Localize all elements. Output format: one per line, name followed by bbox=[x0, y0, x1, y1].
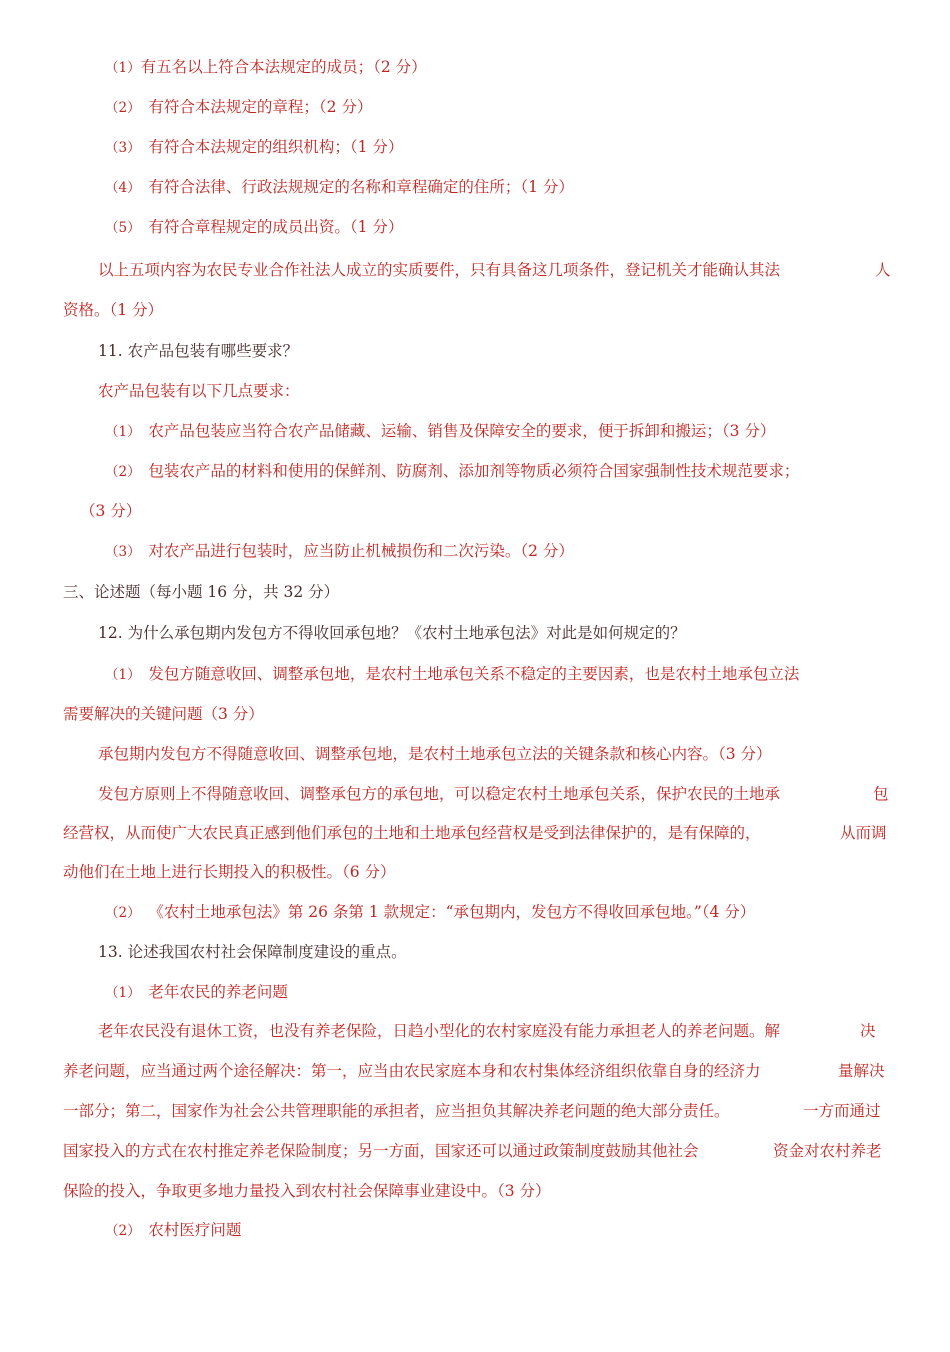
text-line bbox=[105, 137, 403, 158]
text-line bbox=[63, 1181, 551, 1201]
text-line bbox=[63, 823, 761, 843]
item-marker: （2） bbox=[105, 100, 141, 116]
line-text: 一部分；第二，国家作为社会公共管理职能的承担者，应当担负其解决养老问题的绝大部分责任。 bbox=[63, 1102, 730, 1120]
line-text: 11. 农产品包装有哪些要求？ bbox=[98, 342, 299, 360]
line-text: 农产品包装应当符合农产品储藏、运输、销售及保障安全的要求，便于拆卸和搬运；（3 分） bbox=[148, 422, 776, 440]
line-tail: 从而调 bbox=[840, 824, 887, 842]
text-line bbox=[105, 982, 288, 1003]
line-text: （3 分） bbox=[80, 502, 142, 520]
text-line bbox=[63, 862, 396, 882]
text-line bbox=[98, 1021, 780, 1041]
line-text: 承包期内发包方不得随意收回、调整承包地，是农村土地承包立法的关键条款和核心内容。（3 分） bbox=[98, 745, 772, 763]
line-text: 动他们在土地上进行长期投入的积极性。（6 分） bbox=[63, 863, 396, 881]
line-tail: 资金对农村养老 bbox=[773, 1142, 882, 1160]
text-line bbox=[98, 744, 772, 764]
text-line-tail bbox=[840, 823, 887, 843]
question-heading bbox=[98, 623, 686, 643]
item-marker: （2） bbox=[105, 464, 141, 480]
text-line bbox=[105, 97, 372, 118]
line-text: 有五名以上符合本法规定的成员；（2 分） bbox=[140, 58, 427, 76]
text-line bbox=[105, 902, 755, 923]
line-tail: 决 bbox=[860, 1022, 876, 1040]
line-text: 对农产品进行包装时，应当防止机械损伤和二次污染。（2 分） bbox=[148, 542, 574, 560]
question-heading bbox=[98, 341, 298, 361]
text-line-tail bbox=[773, 1141, 882, 1161]
line-text: 养老问题，应当通过两个途径解决：第一，应当由农民家庭本身和农村集体经济组织依靠自身的经济力 bbox=[63, 1062, 761, 1080]
text-line bbox=[63, 300, 163, 320]
line-text: 以上五项内容为农民专业合作社法人成立的实质要件，只有具备这几项条件，登记机关才能确认其法 bbox=[98, 261, 781, 279]
text-line bbox=[63, 1061, 761, 1081]
text-line bbox=[63, 1141, 699, 1161]
text-line bbox=[63, 704, 264, 724]
line-text: 《农村土地承包法》第 26 条第 1 款规定：“承包期内，发包方不得收回承包地。”（4 分） bbox=[148, 903, 756, 921]
line-text: 保险的投入，争取更多地力量投入到农村社会保障事业建设中。（3 分） bbox=[63, 1182, 551, 1200]
item-marker: （2） bbox=[105, 1223, 141, 1239]
question-heading bbox=[98, 942, 407, 962]
line-text: 包装农产品的材料和使用的保鲜剂、防腐剂、添加剂等物质必须符合国家强制性技术规范要求； bbox=[148, 462, 800, 480]
text-line bbox=[98, 381, 300, 401]
line-text: 有符合本法规定的组织机构；（1 分） bbox=[148, 138, 404, 156]
line-tail: 一方而通过 bbox=[803, 1102, 881, 1120]
item-marker: （2） bbox=[105, 905, 141, 921]
line-text: 农村医疗问题 bbox=[148, 1221, 242, 1239]
line-text: 发包方原则上不得随意收回、调整承包方的承包地，可以稳定农村土地承包关系，保护农民的土地承 bbox=[98, 785, 781, 803]
item-marker: （1） bbox=[105, 667, 141, 683]
text-line-tail bbox=[860, 1021, 876, 1041]
item-marker: （3） bbox=[105, 544, 141, 560]
line-text: 有符合章程规定的成员出资。（1 分） bbox=[148, 218, 404, 236]
line-text: 农产品包装有以下几点要求： bbox=[98, 382, 300, 400]
text-line bbox=[105, 217, 403, 238]
line-text: 老年农民的养老问题 bbox=[148, 983, 288, 1001]
line-text: 有符合法律、行政法规规定的名称和章程确定的住所；（1 分） bbox=[148, 178, 574, 196]
line-text: 三、论述题（每小题 16 分，共 32 分） bbox=[63, 583, 340, 601]
item-marker: （1） bbox=[105, 60, 141, 76]
text-line-tail bbox=[803, 1101, 881, 1121]
line-text: 经营权，从而使广大农民真正感到他们承包的土地和土地承包经营权是受到法律保护的，是有保障的， bbox=[63, 824, 761, 842]
line-tail: 包 bbox=[873, 785, 889, 803]
line-tail: 人 bbox=[875, 261, 891, 279]
text-line bbox=[105, 57, 427, 78]
text-line bbox=[105, 177, 574, 198]
text-line bbox=[105, 421, 775, 442]
line-text: 有符合本法规定的章程；（2 分） bbox=[148, 98, 373, 116]
text-line bbox=[105, 541, 574, 562]
text-line bbox=[63, 1101, 730, 1121]
item-marker: （1） bbox=[105, 424, 141, 440]
text-line bbox=[105, 461, 799, 482]
text-line bbox=[105, 1220, 241, 1241]
line-text: 13. 论述我国农村社会保障制度建设的重点。 bbox=[98, 943, 407, 961]
line-text: 发包方随意收回、调整承包地，是农村土地承包关系不稳定的主要因素，也是农村土地承包立法 bbox=[148, 665, 800, 683]
line-tail: 量解决 bbox=[838, 1062, 885, 1080]
line-text: 资格。（1 分） bbox=[63, 301, 164, 319]
text-line bbox=[98, 260, 780, 280]
item-marker: （1） bbox=[105, 985, 141, 1001]
text-line bbox=[80, 501, 141, 521]
line-text: 老年农民没有退休工资，也没有养老保险，日趋小型化的农村家庭没有能力承担老人的养老问题。解 bbox=[98, 1022, 781, 1040]
line-text: 需要解决的关键问题（3 分） bbox=[63, 705, 264, 723]
line-text: 12. 为什么承包期内发包方不得收回承包地？《农村土地承包法》对此是如何规定的？ bbox=[98, 624, 686, 642]
item-marker: （4） bbox=[105, 180, 141, 196]
section-heading bbox=[63, 582, 339, 602]
text-line bbox=[105, 664, 799, 685]
item-marker: （5） bbox=[105, 220, 141, 236]
text-line-tail bbox=[875, 260, 891, 280]
line-text: 国家投入的方式在农村推定养老保险制度；另一方面，国家还可以通过政策制度鼓励其他社会 bbox=[63, 1142, 699, 1160]
text-line-tail bbox=[838, 1061, 885, 1081]
item-marker: （3） bbox=[105, 140, 141, 156]
text-line-tail bbox=[873, 784, 889, 804]
text-line bbox=[98, 784, 780, 804]
